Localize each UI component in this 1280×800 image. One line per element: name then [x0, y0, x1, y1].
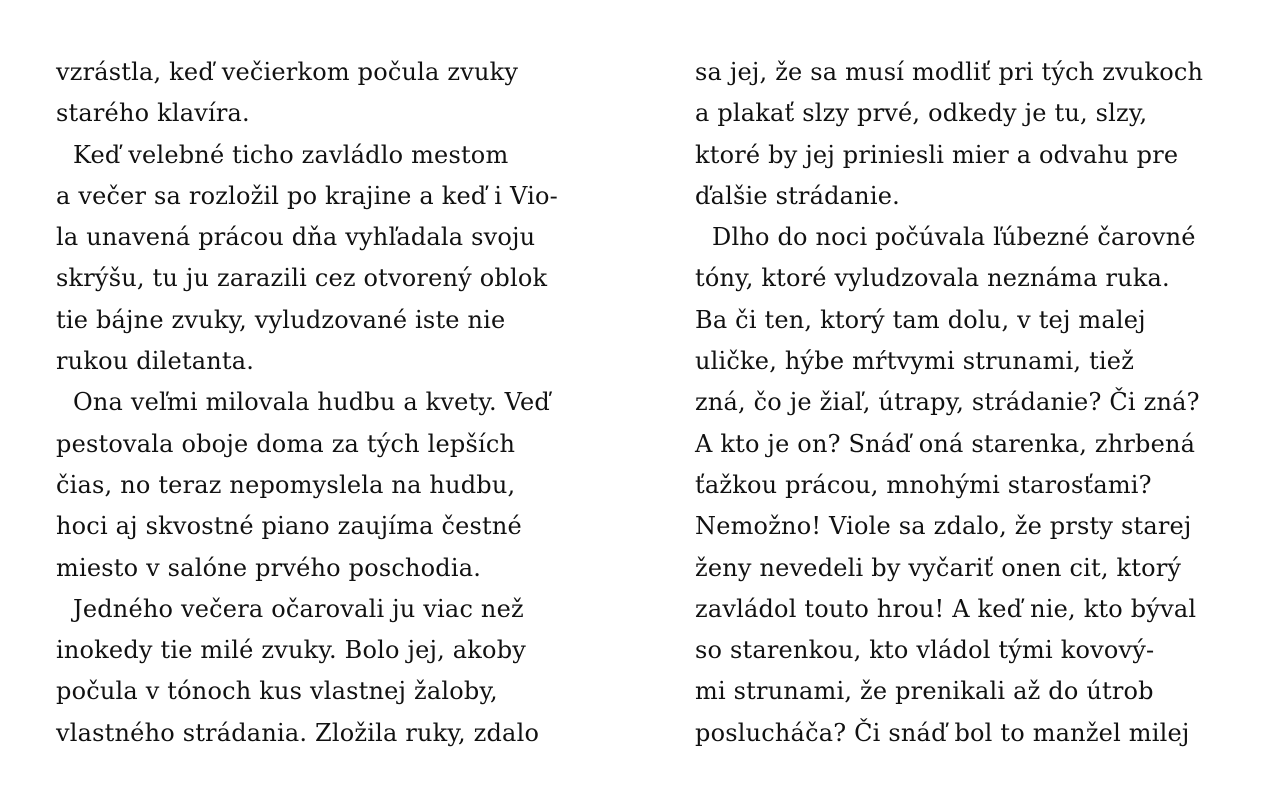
text-line: uličke, hýbe mŕtvymi strunami, tiež [695, 347, 1135, 376]
text-line: čias, no teraz nepomyslela na hudbu, [56, 470, 516, 499]
text-line: vlastného strádania. Zložila ruky, zdalo [56, 718, 540, 747]
text-line: zavládol touto hrou! A keď nie, kto býval [695, 594, 1197, 623]
text-line: ďalšie strádanie. [695, 181, 900, 210]
left-page [56, 52, 616, 754]
text-line: skrýšu, tu ju zarazili cez otvorený oblok [56, 264, 548, 293]
text-line: so starenkou, kto vládol tými kovový- [695, 636, 1155, 665]
text-line: Dlho do noci počúvala ľúbezné čarovné [712, 223, 1196, 252]
text-line: mi strunami, že prenikali až do útrob [695, 677, 1154, 706]
text-line: tóny, ktoré vyludzovala neznáma ruka. [695, 264, 1170, 293]
right-page [695, 52, 1255, 754]
text-line: Jedného večera očarovali ju viac než [73, 594, 524, 623]
text-line: pestovala oboje doma za tých lepších [56, 429, 516, 458]
text-line: rukou diletanta. [56, 347, 255, 376]
text-line: ktoré by jej priniesli mier a odvahu pre [695, 140, 1179, 169]
text-line: zná, čo je žiaľ, útrapy, strádanie? Či zná? [695, 388, 1200, 417]
text-line: ženy nevedeli by vyčariť onen cit, ktorý [695, 553, 1182, 582]
text-line: inokedy tie milé zvuky. Bolo jej, akoby [56, 636, 527, 665]
text-line: Nemožno! Viole sa zdalo, že prsty starej [695, 512, 1192, 541]
text-line: starého klavíra. [56, 99, 250, 128]
text-line: Ba či ten, ktorý tam dolu, v tej malej [695, 305, 1146, 334]
text-line: Ona veľmi milovala hudbu a kvety. Veď [73, 388, 550, 417]
text-line: Keď velebné ticho zavládlo mestom [73, 140, 509, 169]
text-line: počula v tónoch kus vlastnej žaloby, [56, 677, 498, 706]
text-line: a plakať slzy prvé, odkedy je tu, slzy, [695, 99, 1148, 128]
text-line: tie bájne zvuky, vyludzované iste nie [56, 305, 506, 334]
text-line: ťažkou prácou, mnohými starosťami? [695, 470, 1152, 499]
text-line: hoci aj skvostné piano zaujíma čestné [56, 512, 522, 541]
text-line: poslucháča? Či snáď bol to manžel milej [695, 718, 1190, 747]
text-line: vzrástla, keď večierkom počula zvuky [56, 58, 519, 86]
text-line: sa jej, že sa musí modliť pri tých zvukoch [695, 58, 1204, 86]
text-line: a večer sa rozložil po krajine a keď i Vio- [56, 181, 558, 210]
text-line: A kto je on? Snáď oná starenka, zhrbená [695, 429, 1196, 458]
text-line: la unavená prácou dňa vyhľadala svoju [56, 223, 536, 252]
text-line: miesto v salóne prvého poschodia. [56, 553, 482, 582]
